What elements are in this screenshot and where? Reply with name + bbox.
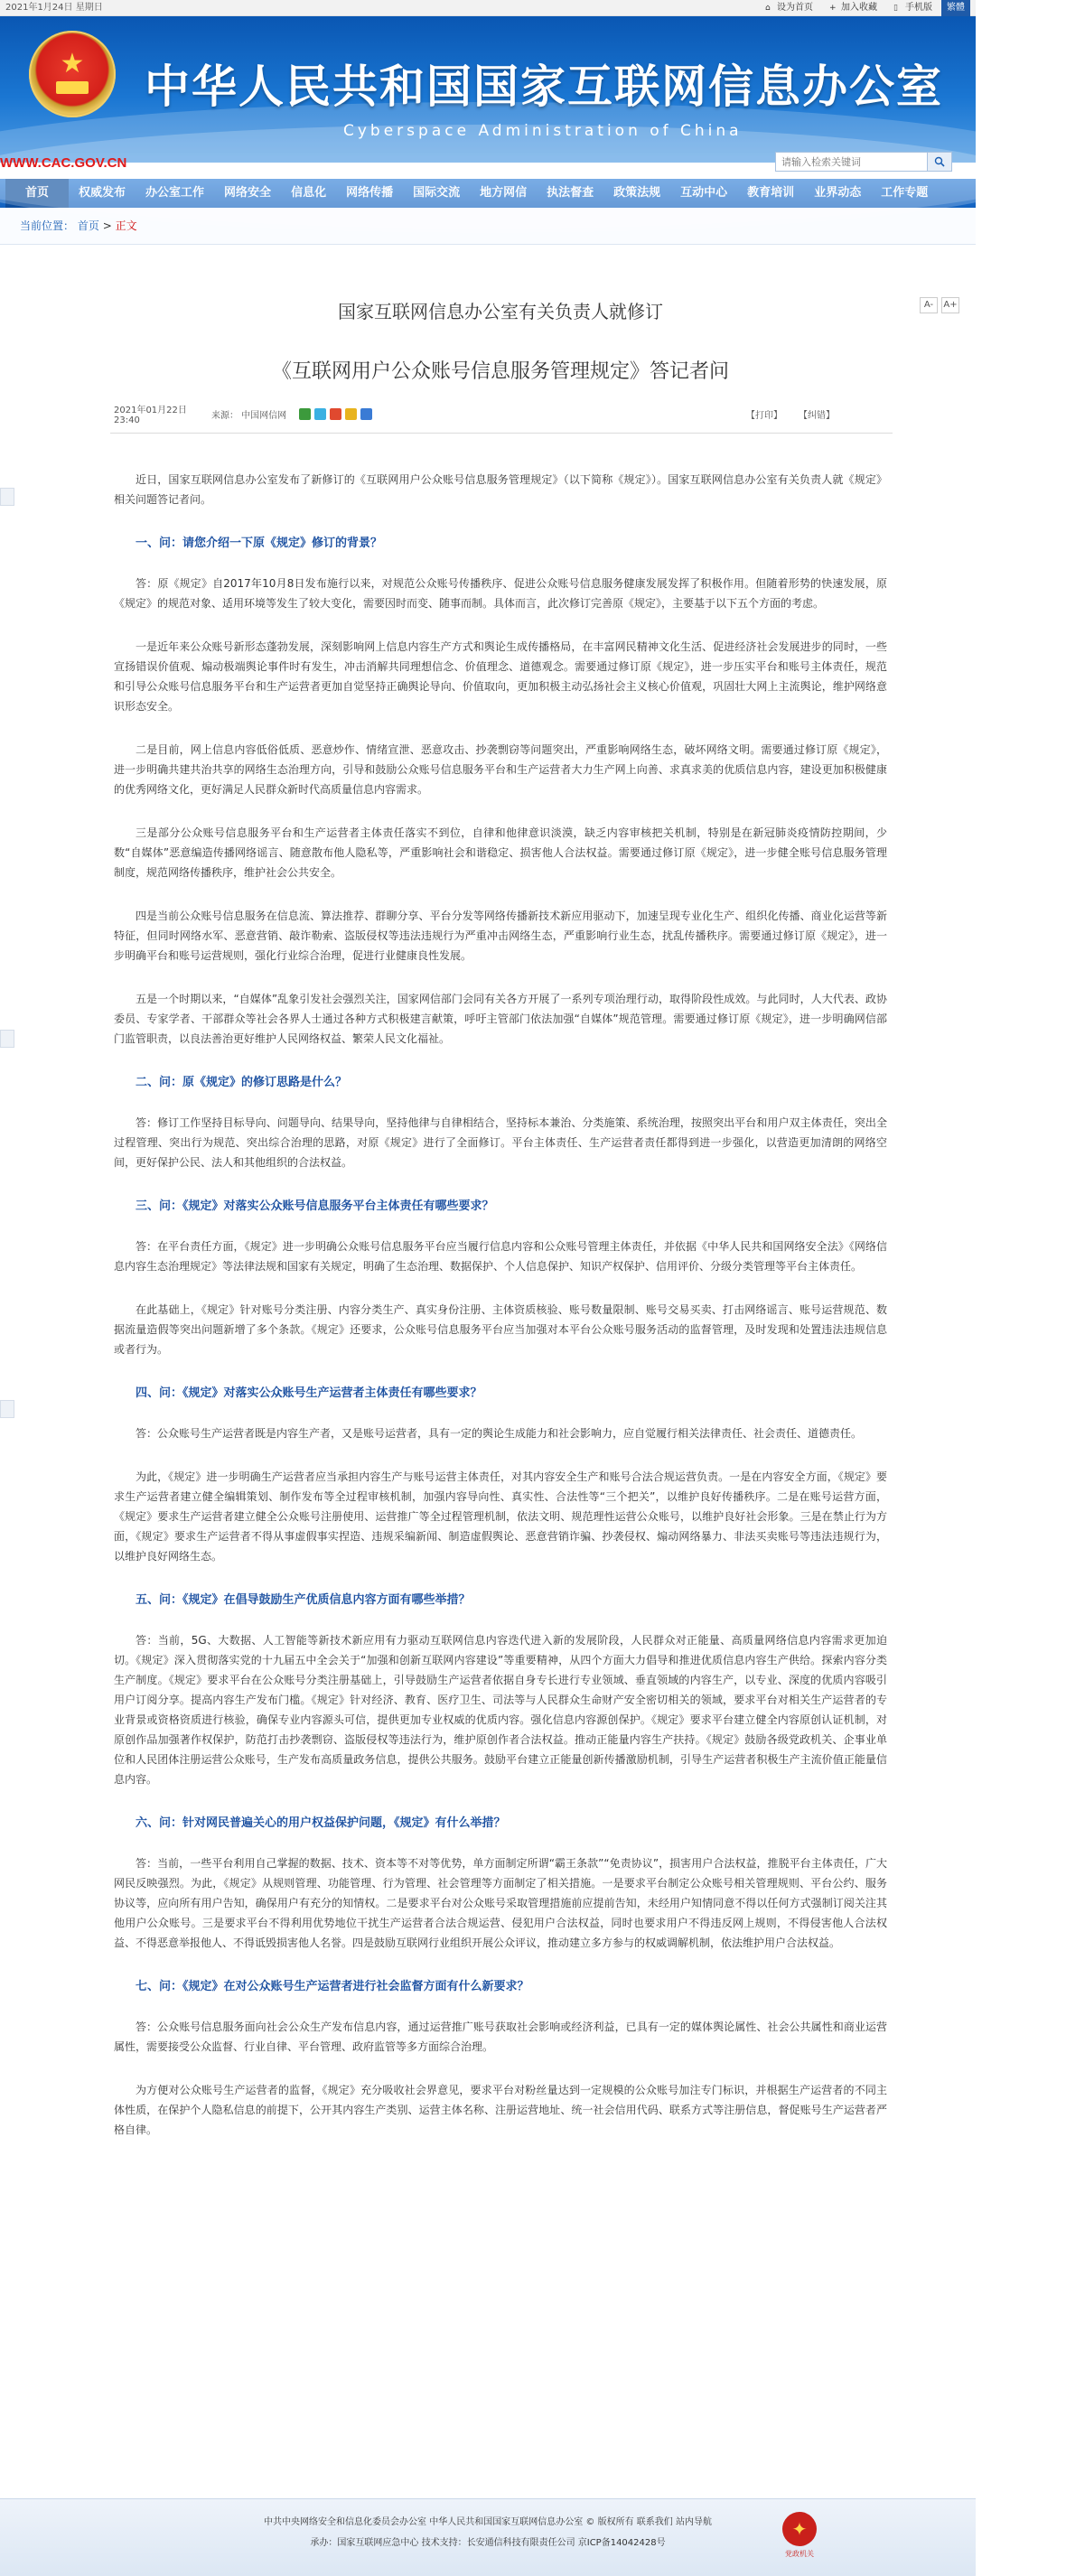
share-weibo-icon[interactable] bbox=[330, 408, 341, 420]
header-banner bbox=[0, 16, 976, 171]
article bbox=[0, 297, 976, 2140]
tiananmen-icon bbox=[56, 81, 89, 94]
article-body bbox=[114, 470, 887, 2140]
nav-item-topics[interactable]: 工作专题 bbox=[881, 186, 929, 200]
article-paragraph: 一是近年来公众账号新形态蓬勃发展，深刻影响网上信息内容生产方式和舆论生成传播格局，在丰富网民精神文化生活、促进经济社会发展进步的同时，一些宣扬错误价值观、煽动极端舆论事件时有发生，冲击消解共同理想信念、价值理念、道德观念。需要通过修订原《规定》，进一步压实平台和账号主体责任，规范和引导公众账号信息服务平台和生产运营者更加自觉坚持正确舆论导向、价值取向，更加积极主动弘扬社会主义核心价值观，巩固壮大网上主流舆论，维护网络意识形态安全。 bbox=[114, 640, 887, 713]
party-government-badge-icon[interactable]: ✦ bbox=[782, 2512, 817, 2546]
meta-divider bbox=[110, 433, 893, 434]
nav-item-enforcement[interactable]: 执法督查 bbox=[547, 186, 594, 200]
footer bbox=[0, 2498, 976, 2576]
home-icon: ⌂ bbox=[765, 3, 771, 13]
search-button[interactable] bbox=[927, 153, 951, 171]
site-title[interactable]: 中华人民共和国国家互联网信息办公室 bbox=[145, 61, 943, 113]
article-paragraph: 五是一个时期以来，“自媒体”乱象引发社会强烈关注，国家网信部门会同有关各方开展了一系列专项治理行动，取得阶段性成效。与此同时，人大代表、政协委员、专家学者、干部群众等社会各界人士通过各种方式积极建言献策，呼吁主管部门依法加强“自媒体”规范管理。需要通过修订原《规定》，进一步明确网信部门监管职责，以良法善治更好维护人民网络权益、繁荣人民文化福祉。 bbox=[114, 993, 887, 1045]
mobile-label: 手机版 bbox=[905, 2, 932, 13]
breadcrumb-home-link[interactable]: 首页 bbox=[77, 219, 99, 232]
nav-item-informatization[interactable]: 信息化 bbox=[291, 186, 327, 200]
nav-item-industry[interactable]: 业界动态 bbox=[814, 186, 862, 200]
set-home-label: 设为首页 bbox=[777, 2, 813, 13]
plus-icon: + bbox=[829, 3, 837, 13]
share-qq-icon[interactable] bbox=[360, 408, 372, 420]
article-paragraph: 答：公众账号生产运营者既是内容生产者，又是账号运营者，具有一定的舆论生成能力和社会影响力，应自觉履行相关法律责任、社会责任、道德责任。 bbox=[136, 1427, 863, 1440]
nav-item-training[interactable]: 教育培训 bbox=[747, 186, 795, 200]
nav-item-policy[interactable]: 政策法规 bbox=[613, 186, 661, 200]
article-title-line2: 《互联网用户公众账号信息服务管理规定》答记者问 bbox=[271, 360, 729, 383]
nav-item-home[interactable]: 首页 bbox=[5, 179, 69, 208]
badge-label: 党政机关 bbox=[785, 2550, 814, 2558]
utility-links bbox=[765, 0, 932, 16]
breadcrumb-current: 正文 bbox=[115, 219, 137, 232]
breadcrumb-separator: > bbox=[102, 219, 116, 232]
question-heading: 五、问：《规定》在倡导鼓励生产优质信息内容方面有哪些举措？ bbox=[136, 1593, 471, 1607]
footer-organizer: 承办：国家互联网应急中心 技术支持：长安通信科技有限责任公司 京ICP备14042428号 bbox=[310, 2538, 666, 2548]
nav-item-network-communication[interactable]: 网络传播 bbox=[346, 186, 394, 200]
question-heading: 二、问：原《规定》的修订思路是什么？ bbox=[136, 1076, 348, 1089]
share-douban-icon[interactable] bbox=[345, 408, 357, 420]
site-url: WWW.CAC.GOV.CN bbox=[0, 155, 127, 171]
nav-item-cybersecurity[interactable]: 网络安全 bbox=[224, 186, 272, 200]
star-icon: ★ bbox=[60, 48, 85, 79]
question-heading: 三、问：《规定》对落实公众账号信息服务平台主体责任有哪些要求？ bbox=[136, 1199, 494, 1213]
bookmark-link[interactable] bbox=[829, 0, 877, 16]
phone-icon: ▯ bbox=[893, 3, 898, 13]
article-paragraph: 答：在平台责任方面，《规定》进一步明确公众账号信息服务平台应当履行信息内容和公众账号管理主体责任，并依据《中华人民共和国网络安全法》《网络信息内容生态治理规定》等法律法规和国家有关规定，明确了生态治理、数据保护、个人信息保护、知识产权保护、信用评价、分级分类管理等平台主体责任。 bbox=[114, 1240, 887, 1273]
font-size-controls bbox=[920, 297, 959, 313]
nav-item-interaction[interactable]: 互动中心 bbox=[680, 186, 728, 200]
current-date: 2021年1月24日 星期日 bbox=[5, 2, 103, 13]
article-paragraph: 答：当前，一些平台利用自己掌握的数据、技术、资本等不对等优势，单方面制定所谓“霸王条款”“免责协议”，损害用户合法权益，推脱平台主体责任，广大网民反映强烈。为此，《规定》从规则管理、功能管理、行为管理、社会管理等方面制定了相关措施。一是要求平台制定公众账号相关管理规则、平台公约、服务协议等，应向所有用户告知，确保用户有充分的知情权。二是要求平台对公众账号采取管理措施前应提前告知，未经用户知情同意不得以任何方式强制订阅关注其他用户公众账号。三是要求平台不得利用优势地位干扰生产运营者合法合规运营、侵犯用户合法权益，同时也要求用户不得违反网上规则，不得侵害他人合法权益、不得恶意举报他人、不得诋毁损害他人名誉。四是鼓励互联网行业组织开展公众评议，推动建立多方参与的权威调解机制，依法维护用户合法权益。 bbox=[114, 1857, 887, 1949]
mobile-link[interactable] bbox=[893, 0, 932, 16]
share-wechat-icon[interactable] bbox=[299, 408, 311, 420]
question-heading: 一、问：请您介绍一下原《规定》修订的背景？ bbox=[136, 537, 383, 550]
nav-item-local[interactable]: 地方网信 bbox=[480, 186, 528, 200]
bookmark-label: 加入收藏 bbox=[841, 2, 877, 13]
article-paragraph: 在此基础上，《规定》针对账号分类注册、内容分类生产、真实身份注册、主体资质核验、账号数量限制、账号交易买卖、打击网络谣言、账号运营规范、数据流量造假等突出问题新增了多个条款。《规定》还要求，公众账号信息服务平台应当加强对本平台公众账号服务活动的监督管理，及时发现和处置违法违规信息或者行为。 bbox=[114, 1303, 887, 1356]
article-paragraph: 答：公众账号信息服务面向社会公众生产发布信息内容，通过运营推广账号获取社会影响或经济利益，已具有一定的媒体舆论属性、社会公共属性和商业运营属性，需要接受公众监督、行业自律、平台管理、政府监管等多方面综合治理。 bbox=[114, 2021, 887, 2053]
article-tools bbox=[746, 407, 835, 421]
search-icon bbox=[934, 156, 945, 167]
article-source: 来源： 中国网信网 bbox=[211, 410, 287, 421]
font-increase-button[interactable]: A+ bbox=[941, 297, 959, 313]
nav-item-international[interactable]: 国际交流 bbox=[413, 186, 461, 200]
font-decrease-button[interactable]: A- bbox=[920, 297, 938, 313]
search-input[interactable] bbox=[776, 154, 927, 170]
article-paragraph: 二是目前，网上信息内容低俗低质、恶意炒作、情绪宣泄、恶意攻击、抄袭剽窃等问题突出，严重影响网络生态，破坏网络文明。需要通过修订原《规定》，进一步明确共建共治共享的网络生态治理方向，引导和鼓励公众账号信息服务平台和生产运营者大力生产网上向善、求真求美的优质信息内容，建设更加积极健康的优秀网络文化，更好满足人民群众新时代高质量信息内容需求。 bbox=[114, 743, 887, 796]
national-emblem-logo[interactable] bbox=[29, 31, 116, 117]
site-subtitle: Cyberspace Administration of China bbox=[343, 122, 743, 140]
article-paragraph: 为方便对公众账号生产运营者的监督，《规定》充分吸收社会界意见，要求平台对粉丝量达到一定规模的公众账号加注专门标识，并根据生产运营者的不同主体性质，在保护个人隐私信息的前提下，公开其内容生产类别、运营主体名称、注册运营地址、统一社会信用代码、联系方式等注册信息，督促账号生产运营者严格自律。 bbox=[114, 2084, 887, 2136]
question-heading: 六、问：针对网民普遍关心的用户权益保护问题，《规定》有什么举措？ bbox=[136, 1816, 506, 1830]
set-home-link[interactable] bbox=[765, 0, 813, 16]
print-link[interactable]: 【打印】 bbox=[746, 410, 782, 421]
question-heading: 四、问：《规定》对落实公众账号生产运营者主体责任有哪些要求？ bbox=[136, 1386, 482, 1400]
breadcrumb-label: 当前位置： bbox=[20, 219, 75, 232]
correct-link[interactable]: 【纠错】 bbox=[799, 410, 835, 421]
article-paragraph: 三是部分公众账号信息服务平台和生产运营者主体责任落实不到位，自律和他律意识淡漠，缺乏内容审核把关机制，特别是在新冠肺炎疫情防控期间，少数“自媒体”恶意编造传播网络谣言、随意散布他人隐私等，严重影响社会和谐稳定、损害他人合法权益。需要通过修订原《规定》，进一步健全账号信息服务管理制度，规范网络传播秩序，维护社会公共安全。 bbox=[114, 826, 887, 879]
nav-item-authoritative-release[interactable]: 权威发布 bbox=[79, 186, 126, 200]
article-paragraph: 答：原《规定》自2017年10月8日发布施行以来，对规范公众账号传播秩序、促进公众账号信息服务健康发展发挥了积极作用。但随着形势的快速发展，原《规定》的规范对象、适用环境等发生了较大变化，需要因时而变、随事而制。具体而言，此次修订完善原《规定》，主要基于以下五个方面的考虑。 bbox=[114, 577, 887, 610]
article-paragraph: 近日，国家互联网信息办公室发布了新修订的《互联网用户公众账号信息服务管理规定》（以下简称《规定》）。国家互联网信息办公室有关负责人就《规定》相关问题答记者问。 bbox=[114, 473, 887, 506]
nav-item-office-work[interactable]: 办公室工作 bbox=[145, 186, 205, 200]
article-paragraph: 答：修订工作坚持目标导向、问题导向、结果导向，坚持他律与自律相结合，坚持标本兼治、分类施策、系统治理，按照突出平台和用户双主体责任，突出全过程管理、突出行为规范、突出综合治理的思路，对原《规定》进行了全面修订。平台主体责任、生产运营者责任都得到进一步强化，以营造更加清朗的网络空间，更好保护公民、法人和其他组织的合法权益。 bbox=[114, 1116, 887, 1169]
publish-time: 2021年01月22日 23:40 bbox=[114, 406, 187, 425]
top-utility-bar bbox=[0, 0, 976, 16]
article-paragraph: 答：当前，5G、大数据、人工智能等新技术新应用有力驱动互联网信息内容迭代进入新的发展阶段，人民群众对正能量、高质量网络信息内容需求更加迫切。《规定》深入贯彻落实党的十九届五中全会关于“加强和创新互联网内容建设”等重要精神，从四个方面大力倡导和推进优质信息内容生产供给。探索内容分类生产制度。《规定》要求平台在公众账号分类注册基础上，引导鼓励生产运营者依据自身专长进行专业领域、垂直领域的内容生产，以专业、深度的优质内容吸引用户订阅分享。提高内容生产发布门槛。《规定》针对经济、教育、医疗卫生、司法等与人民群众生命财产安全密切相关的领域，要求平台对相关生产运营者的专业背景或资格资质进行核验，确保专业内容源头可信，提供更加专业权威的优质内容。强化信息内容源创保护。《规定》要求平台建立健全内容原创认证机制，对原创作品加强著作权保护，防范打击抄袭剽窃、盗版侵权等违法行为，维护原创作者合法权益。推动正能量内容生产扶持。《规定》鼓励各级党政机关、企事业单位和人民团体注册运营公众账号，生产发布高质量政务信息，提供公共服务。鼓励平台建立正能量创新传播激励机制，引导生产运营者积极生产主流价值正能量信息内容。 bbox=[114, 1634, 887, 1786]
share-buttons bbox=[299, 408, 372, 420]
footer-copyright: 中共中央网络安全和信息化委员会办公室 中华人民共和国国家互联网信息办公室 © 版权所有 联系我们 站内导航 bbox=[264, 2517, 712, 2527]
traditional-chinese-button[interactable]: 繁體 bbox=[941, 0, 970, 16]
share-qzone-icon[interactable] bbox=[314, 408, 326, 420]
question-heading: 七、问：《规定》在对公众账号生产运营者进行社会监督方面有什么新要求？ bbox=[136, 1980, 529, 1993]
article-paragraph: 为此，《规定》进一步明确生产运营者应当承担内容生产与账号运营主体责任，对其内容安全生产和账号合法合规运营负责。一是在内容安全方面，《规定》要求生产运营者建立健全编辑策划、制作发布等全过程审核机制，加强内容导向性、真实性、合法性等“三个把关”，以维护良好传播秩序。二是在账号运营方面，《规定》要求生产运营者建立健全公众账号注册使用、运营推广等全过程管理机制，依法文明、规范理性运营公众账号，以维护良好社会形象。三是在禁止行为方面，《规定》要求生产运营者不得从事虚假事实捏造、违规采编新闻、制造虚假舆论、恶意营销诈骗、抄袭侵权、煽动网络暴力、非法买卖账号等违法违规行为，以维护良好网络生态。 bbox=[114, 1470, 887, 1563]
search-box bbox=[775, 152, 952, 172]
article-title-line1: 国家互联网信息办公室有关负责人就修订 bbox=[338, 301, 663, 322]
article-paragraph: 四是当前公众账号信息服务在信息流、算法推荐、群聊分享、平台分发等网络传播新技术新应用驱动下，加速呈现专业化生产、组织化传播、商业化运营等新特征，但同时网络水军、恶意营销、敲诈勒索、盗版侵权等违法违规行为严重冲击网络生态，严重影响行业生态，扰乱传播秩序。需要通过修订原《规定》，进一步明确平台和账号运营规则，强化行业综合治理，促进行业健康良性发展。 bbox=[114, 910, 887, 962]
